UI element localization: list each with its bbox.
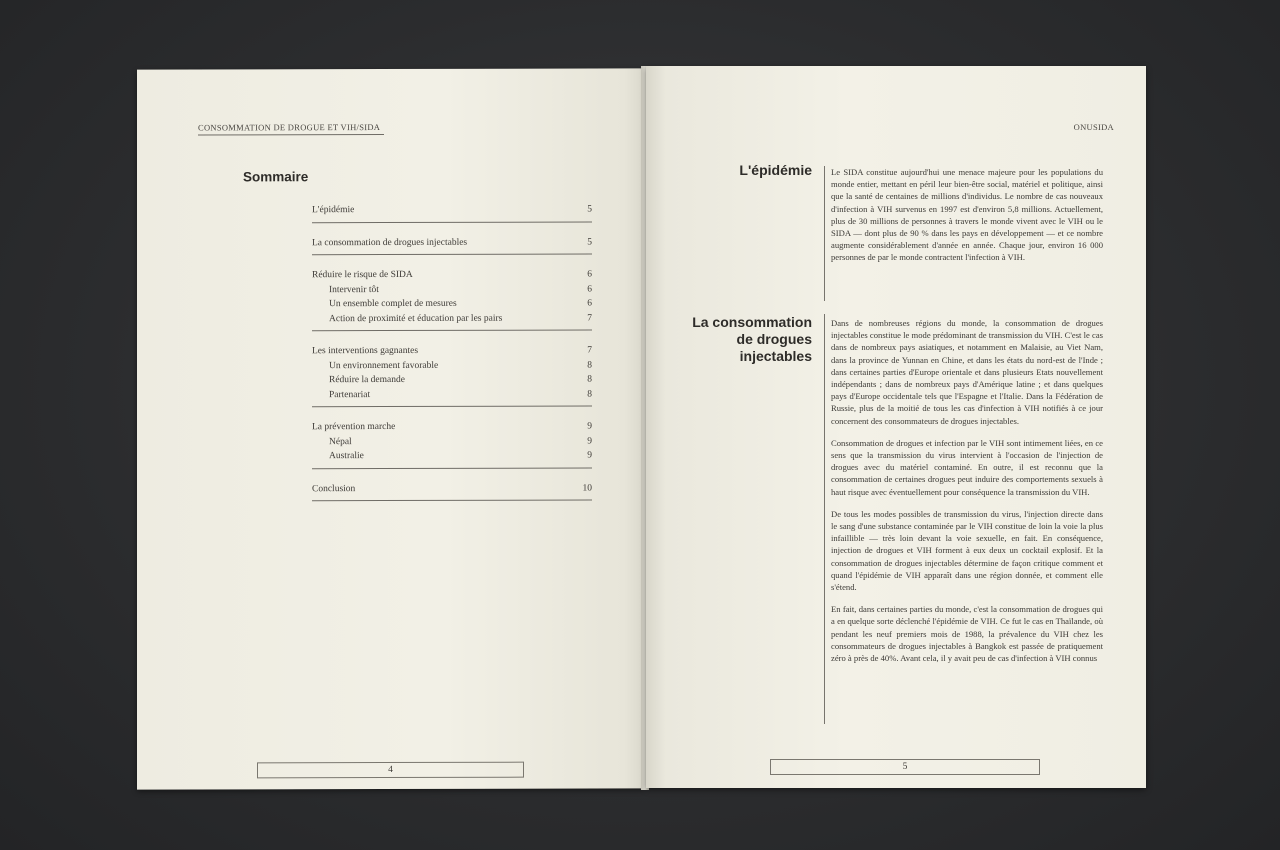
toc-entry-label: Australie xyxy=(329,451,364,462)
section-heading-consommation: La consommation de drogues injectables xyxy=(692,314,812,364)
toc-entry-label: Action de proximité et éducation par les pairs xyxy=(329,313,503,324)
toc-entry xyxy=(312,481,592,496)
toc-entry-page: 6 xyxy=(587,283,592,294)
section-body-consommation xyxy=(831,317,1103,674)
toc-entry xyxy=(312,202,592,217)
toc-entry-page: 7 xyxy=(587,312,592,323)
toc-entry xyxy=(312,235,592,250)
page-number-left: 4 xyxy=(257,762,524,779)
toc-entry xyxy=(312,419,592,434)
toc-entry-page: 8 xyxy=(587,374,592,385)
paragraph: Le SIDA constitue aujourd'hui une menace majeure pour les populations du monde entier, mettant en péril leur bien-être social, matériel et politique, ainsi que la santé de centaines de millions d'individus. Le nombre de cas nouveaux d'infection à VIH survenus en 1997 est d'environ 5,8 millions. Actuellement, plus de 30 millions de personnes à travers le monde vivent avec le VIH ou le SIDA — dont plus de 90 % dans les pays en développement — et ce nombre augmente considérablement d'année en année. Chaque jour, environ 16 000 personnes de par le monde contractent l'infection à VIH. xyxy=(831,167,1103,263)
toc-subentry xyxy=(312,448,592,463)
toc-group xyxy=(312,267,592,331)
paragraph: Dans de nombreuses régions du monde, la consommation de drogues injectables constitue le mode prédominant de transmission du VIH. C'est le cas dans de nombreux pays asiatiques, et notamment en Malaisie, au Viet Nam, dans la province de Yunnan en Chine, et dans les états du nord-est de l'Inde ; dans certaines parties d'Europe orientale et dans plusieurs Etats nouvellement indépendants ; dans de nombreux pays d'Amérique latine ; et dans quelques pays d'Europe occidentale tels que l'Espagne et l'Italie. Dans la Fédération de Russie, plus de la moitié de tous les cas d'infection à VIH notifiés à ce jour concernent des consommateurs de drogues injectables. xyxy=(831,318,1103,426)
toc-entry-label: La prévention marche xyxy=(312,421,396,433)
toc-subentry xyxy=(312,434,592,449)
toc-entry-label: Intervenir tôt xyxy=(329,284,379,295)
toc-subentry xyxy=(312,372,592,387)
toc-group xyxy=(312,481,592,501)
paragraph: En fait, dans certaines parties du monde, c'est la consommation de drogues qui a en quelque sorte déclenché l'épidémie de VIH. Ce fut le cas en Thaïlande, où pendant les neuf premiers mois de 1988, la prévalence du VIH chez les consommateurs de drogues injectables à Bangkok est passée de pratiquement zéro à près de 40%. Avant cela, il y avait peu de cas d'infection à VIH connus xyxy=(831,604,1103,664)
toc-title: Sommaire xyxy=(243,169,309,185)
table-of-contents xyxy=(312,202,592,514)
right-page xyxy=(646,66,1146,788)
running-header-left: CONSOMMATION DE DROGUE ET VIH/SIDA xyxy=(198,122,384,135)
toc-subentry xyxy=(312,311,592,326)
toc-entry xyxy=(312,343,592,358)
toc-group xyxy=(312,202,592,222)
toc-entry-label: Népal xyxy=(329,436,352,447)
toc-entry-page: 6 xyxy=(587,298,592,309)
toc-entry-label: Réduire la demande xyxy=(329,374,405,386)
toc-entry-page: 8 xyxy=(587,359,592,370)
toc-entry-label: Un environnement favorable xyxy=(329,360,439,371)
toc-entry-label: Les interventions gagnantes xyxy=(312,345,419,357)
toc-entry-page: 5 xyxy=(587,204,592,215)
toc-entry-page: 9 xyxy=(587,421,592,432)
paragraph: De tous les modes possibles de transmission du virus, l'injection directe dans le sang d'une substance contaminée par le VIH constitue de loin la voie la plus infaillible — très loin devant la voie sexuelle, en fait. En conséquence, injection de drogues et VIH forment à eux deux un cocktail explosif. Et la consommation de drogues injectables détermine de façon critique comment et quand l'épidémie de VIH apparaît dans une région donnée, et comment elle s'étend. xyxy=(831,508,1103,593)
section-heading-epidemie: L'épidémie xyxy=(739,162,812,178)
toc-group xyxy=(312,343,592,407)
toc-entry-page: 9 xyxy=(587,435,592,446)
toc-entry xyxy=(312,267,592,282)
toc-entry-label: La consommation de drogues injectables xyxy=(312,237,468,248)
toc-entry-label: Partenariat xyxy=(329,389,371,400)
running-header-right: ONUSIDA xyxy=(1073,122,1114,132)
toc-entry-page: 8 xyxy=(587,388,592,399)
toc-entry-page: 9 xyxy=(587,450,592,461)
paragraph: Consommation de drogues et infection par le VIH sont intimement liées, en ce sens que la transmission du virus intervient à l'occasion de l'injection de drogues avec du matériel contaminé. En outre, il est reconnu que la consommation de certaines drogues peut induire des comportements sexuels à haut risque avec éventuellement pour conséquence la transmission du VIH. xyxy=(831,437,1103,497)
section-body-epidemie xyxy=(831,166,1103,274)
toc-group xyxy=(312,419,592,468)
toc-subentry xyxy=(312,358,592,373)
toc-subentry xyxy=(312,296,592,311)
toc-entry-page: 5 xyxy=(587,236,592,247)
toc-group xyxy=(312,235,592,255)
left-page xyxy=(137,68,645,789)
toc-entry-label: Réduire le risque de SIDA xyxy=(312,269,413,281)
toc-subentry xyxy=(312,282,592,297)
toc-entry-page: 6 xyxy=(587,269,592,280)
toc-subentry xyxy=(312,387,592,402)
toc-entry-label: Conclusion xyxy=(312,483,356,494)
toc-entry-page: 7 xyxy=(587,345,592,356)
page-number-right: 5 xyxy=(770,759,1040,775)
section-divider xyxy=(824,314,825,724)
section-divider xyxy=(824,166,825,301)
toc-entry-label: Un ensemble complet de mesures xyxy=(329,298,457,310)
toc-entry-page: 10 xyxy=(582,482,592,493)
toc-entry-label: L'épidémie xyxy=(312,205,355,216)
